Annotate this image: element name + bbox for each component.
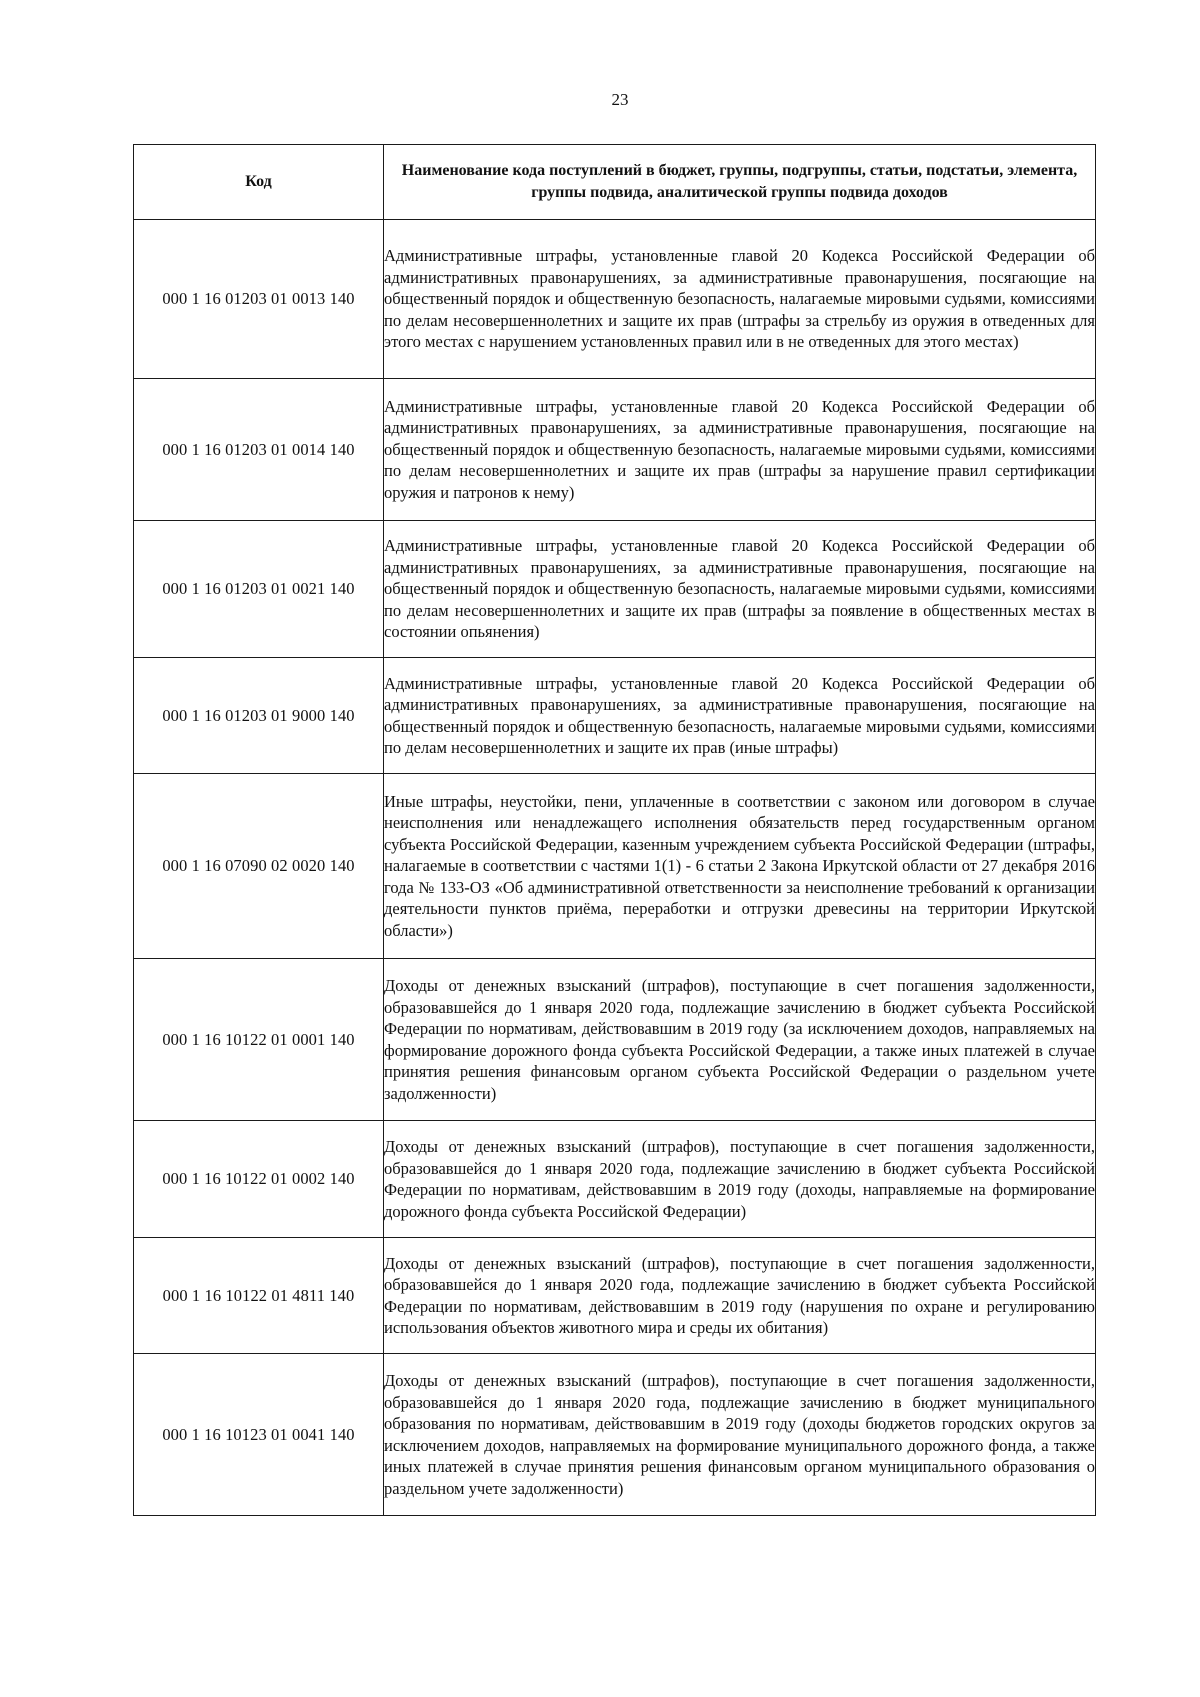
- description-cell: Доходы от денежных взысканий (штрафов), поступающие в счет погашения задолженности, образовавшейся до 1 января 2020 года, подлежащие зачислению в бюджет муниципального образования по нормативам, действовавшим в 2019 году (доходы бюджетов городских округов за исключением доходов, направляемых на формирование муниципального дорожного фонда, а также иных платежей в случае принятия решения финансовым органом муниципального образования о раздельном учете задолженности): [384, 1354, 1096, 1516]
- table-row: [134, 774, 1096, 959]
- description-cell: Административные штрафы, установленные главой 20 Кодекса Российской Федерации об административных правонарушениях, за административные правонарушения, посягающие на общественный порядок и общественную безопасность, налагаемые мировыми судьями, комиссиями по делам несовершеннолетних и защите их прав (штрафы за нарушение правил сертификации оружия и патронов к нему): [384, 379, 1096, 521]
- code-column-header: Код: [134, 145, 384, 220]
- description-cell: Иные штрафы, неустойки, пени, уплаченные в соответствии с законом или договором в случае неисполнения или ненадлежащего исполнения обязательств перед государственным органом субъекта Российской Федерации, казенным учреждением субъекта Российской Федерации (штрафы, налагаемые в соответствии с частями 1(1) - 6 статьи 2 Закона Иркутской области от 27 декабря 2016 года № 133-ОЗ «Об административной ответственности за неисполнение требований к организации деятельности пунктов приёма, переработки и отгрузки древесины на территории Иркутской области»): [384, 774, 1096, 959]
- table-row: [134, 1238, 1096, 1354]
- code-cell: 000 1 16 10122 01 0002 140: [134, 1121, 384, 1238]
- code-cell: 000 1 16 01203 01 0021 140: [134, 521, 384, 658]
- table-row: [134, 959, 1096, 1121]
- table-body: [134, 220, 1096, 1516]
- code-cell: 000 1 16 01203 01 0013 140: [134, 220, 384, 379]
- description-cell: Административные штрафы, установленные главой 20 Кодекса Российской Федерации об административных правонарушениях, за административные правонарушения, посягающие на общественный порядок и общественную безопасность, налагаемые мировыми судьями, комиссиями по делам несовершеннолетних и защите их прав (штрафы за появление в общественных местах в состоянии опьянения): [384, 521, 1096, 658]
- name-column-header: Наименование кода поступлений в бюджет, группы, подгруппы, статьи, подстатьи, элемента, группы подвида, аналитической группы подвида доходов: [384, 145, 1096, 220]
- table-row: [134, 379, 1096, 521]
- code-cell: 000 1 16 10122 01 4811 140: [134, 1238, 384, 1354]
- code-cell: 000 1 16 10123 01 0041 140: [134, 1354, 384, 1516]
- table-row: [134, 521, 1096, 658]
- code-cell: 000 1 16 07090 02 0020 140: [134, 774, 384, 959]
- table-row: [134, 658, 1096, 774]
- table-row: [134, 220, 1096, 379]
- header-row: [134, 145, 1096, 220]
- description-cell: Доходы от денежных взысканий (штрафов), поступающие в счет погашения задолженности, образовавшейся до 1 января 2020 года, подлежащие зачислению в бюджет субъекта Российской Федерации по нормативам, действовавшим в 2019 году (нарушения по охране и регулированию использования объектов животного мира и среды их обитания): [384, 1238, 1096, 1354]
- description-cell: Доходы от денежных взысканий (штрафов), поступающие в счет погашения задолженности, образовавшейся до 1 января 2020 года, подлежащие зачислению в бюджет субъекта Российской Федерации по нормативам, действовавшим в 2019 году (доходы, направляемые на формирование дорожного фонда субъекта Российской Федерации): [384, 1121, 1096, 1238]
- table-row: [134, 1121, 1096, 1238]
- page-number: 23: [611, 90, 629, 109]
- table-row: [134, 1354, 1096, 1516]
- description-cell: Административные штрафы, установленные главой 20 Кодекса Российской Федерации об административных правонарушениях, за административные правонарушения, посягающие на общественный порядок и общественную безопасность, налагаемые мировыми судьями, комиссиями по делам несовершеннолетних и защите их прав (штрафы за стрельбу из оружия в отведенных для этого местах с нарушением установленных правил или в не отведенных для этого местах): [384, 220, 1096, 379]
- code-cell: 000 1 16 10122 01 0001 140: [134, 959, 384, 1121]
- description-cell: Административные штрафы, установленные главой 20 Кодекса Российской Федерации об административных правонарушениях, за административные правонарушения, посягающие на общественный порядок и общественную безопасность, налагаемые мировыми судьями, комиссиями по делам несовершеннолетних и защите их прав (иные штрафы): [384, 658, 1096, 774]
- code-cell: 000 1 16 01203 01 9000 140: [134, 658, 384, 774]
- description-cell: Доходы от денежных взысканий (штрафов), поступающие в счет погашения задолженности, образовавшейся до 1 января 2020 года, подлежащие зачислению в бюджет субъекта Российской Федерации по нормативам, действовавшим в 2019 году (за исключением доходов, направляемых на формирование дорожного фонда субъекта Российской Федерации, а также иных платежей в случае принятия решения финансовым органом субъекта Российской Федерации о раздельном учете задолженности): [384, 959, 1096, 1121]
- revenue-codes-table: [133, 144, 1096, 1516]
- code-cell: 000 1 16 01203 01 0014 140: [134, 379, 384, 521]
- table-header: [134, 145, 1096, 220]
